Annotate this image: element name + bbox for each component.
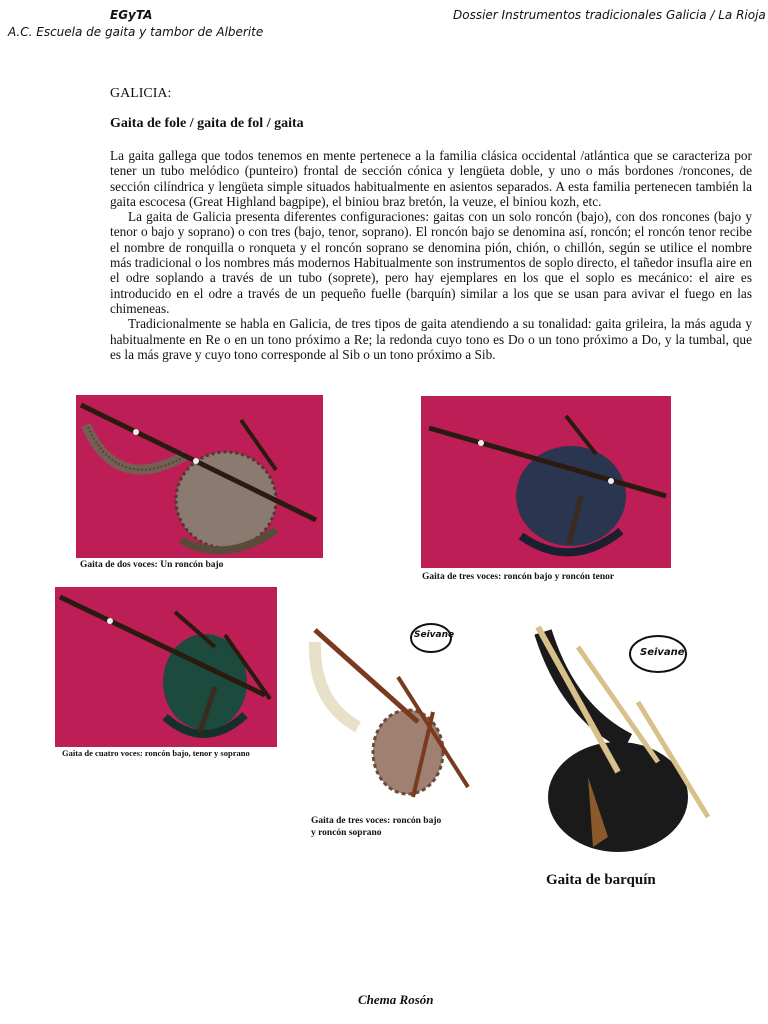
- footer-author: Chema Rosón: [358, 992, 434, 1007]
- caption-gaita-de-barquin: Gaita de barquín: [546, 872, 656, 888]
- photo-gaita-tres-voces-tenor: [421, 396, 671, 568]
- paragraph: Tradicionalmente se habla en Galicia, de tres tipos de gaita atendiendo a su tonalidad: gaita grileira, la más aguda y habitualmente en Re o en un tono próximo a Re; la redonda cuyo tono es Do o un tono próximo a Do, y la tumbal, que es la más grave y cuyo tono corresponde al Sib o un tono próximo a Sib.: [110, 316, 752, 362]
- instrument-subtitle: Gaita de fole / gaita de fol / gaita: [110, 116, 304, 131]
- caption-gaita-tres-voces-tenor: Gaita de tres voces: roncón bajo y roncón tenor: [422, 572, 615, 582]
- header-dossier-title: Dossier Instrumentos tradicionales Galicia / La Rioja: [453, 8, 766, 22]
- paragraph: La gaita gallega que todos tenemos en mente pertenece a la familia clásica occidental /atlántica que se caracteriza por tener un tubo melódico (punteiro) frontal de sección cónica y lengüeta doble, y uno o más bordones /roncones, de sección cilíndrica y lengüeta simple situados habitualmente en asientos separados. A esta familia pertenecen también la gaita escocesa (Great Highland bagpipe), el biniou braz bretón, la veuze, el biniou kozh, etc.: [110, 148, 752, 209]
- section-title: GALICIA:: [110, 86, 172, 101]
- paragraph: La gaita de Galicia presenta diferentes configuraciones: gaitas con un solo roncón (bajo), con dos roncones (bajo y tenor o bajo y soprano) o con tres (bajo, tenor, soprano). El roncón bajo se denomina así, roncón; el roncón tenor recibe el nombre de ronquilla o ronqueta y el roncón soprano se denomina pión, chión, o chillón, según se utilice el nombre más tradicional o los nombres más modernos Habitualmente son instrumentos de soplo directo, el tañedor insufla aire en el odre soplando a través de un tubo (soprete), pero hay ejemplares en los que el soplo es mecánico: el aire es introducido en el odre a través de un pequeño fuelle (barquín) similar a los que se usan para avivar el fuego en las chimeneas.: [110, 209, 752, 316]
- header-school-acronym: EGyTA: [110, 8, 153, 22]
- caption-gaita-tres-voces-soprano-line2: y roncón soprano: [311, 828, 382, 838]
- photo-gaita-dos-voces: [76, 395, 323, 558]
- photo-gaita-tres-voces-soprano: [303, 622, 475, 802]
- caption-gaita-cuatro-voces: Gaita de cuatro voces: roncón bajo, tenor y soprano: [62, 748, 250, 758]
- caption-gaita-tres-voces-soprano-line1: Gaita de tres voces: roncón bajo: [311, 816, 442, 826]
- seivane-logo: Seivane: [414, 630, 455, 640]
- seivane-logo: Seivane: [640, 647, 685, 658]
- photo-gaita-de-barquin: [508, 622, 718, 862]
- caption-gaita-dos-voces: Gaita de dos voces: Un roncón bajo: [80, 560, 224, 570]
- body-text: [110, 148, 752, 362]
- photo-gaita-cuatro-voces: [55, 587, 277, 747]
- header-school-name: A.C. Escuela de gaita y tambor de Alberite: [8, 25, 264, 39]
